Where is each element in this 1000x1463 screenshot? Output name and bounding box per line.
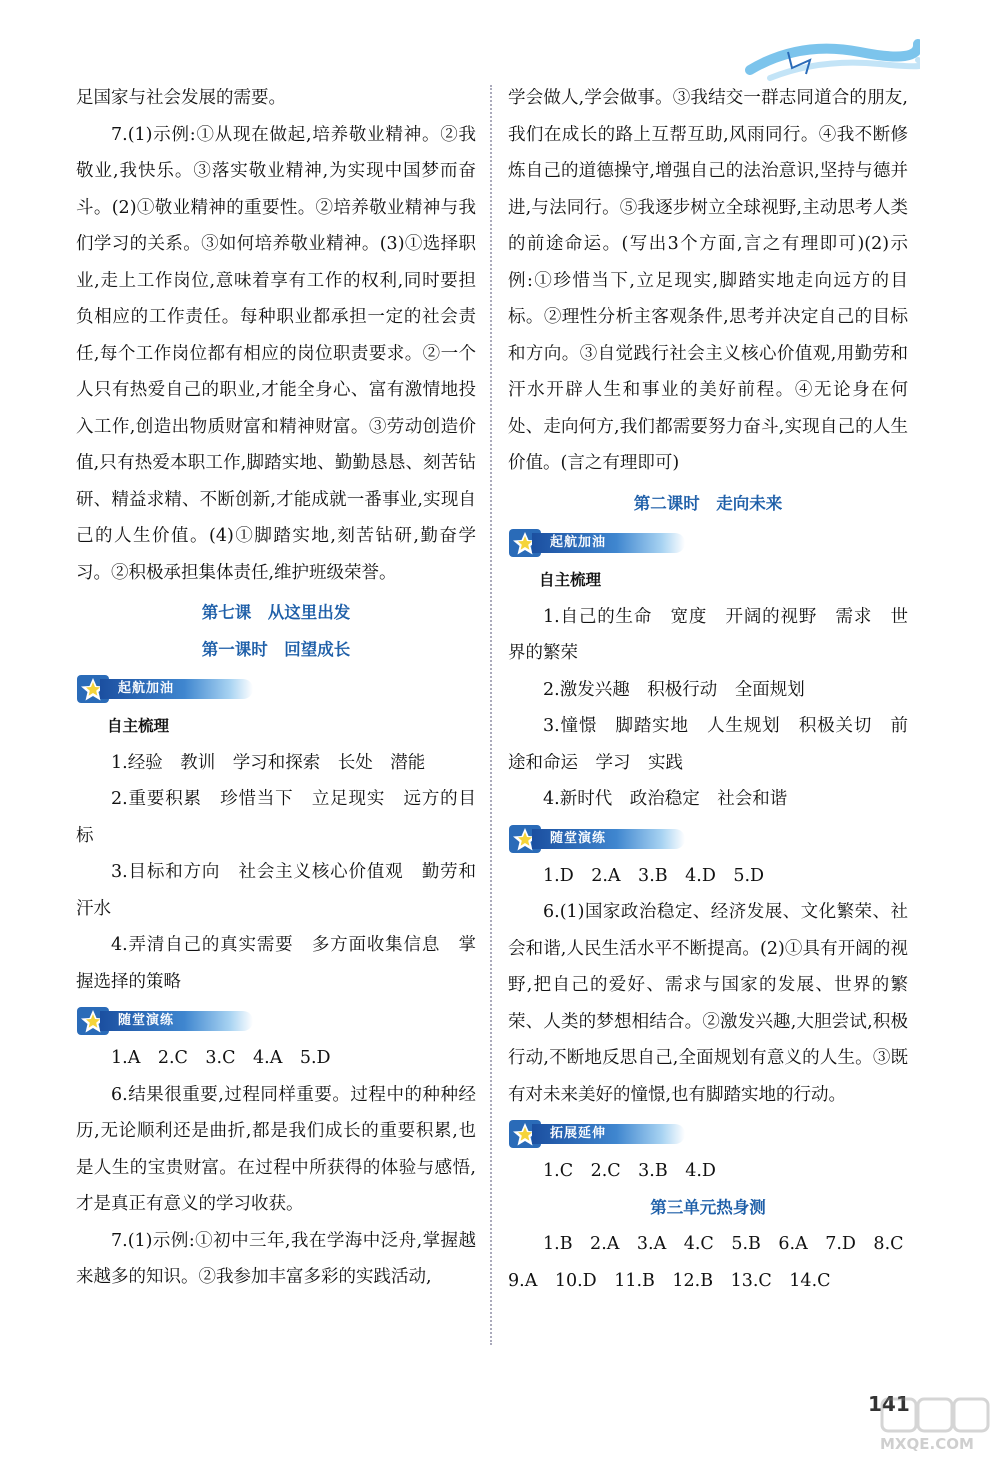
banner-label: 起航加油 bbox=[100, 679, 253, 699]
right-column bbox=[508, 80, 908, 1299]
answer-list: 1.B 2.A 3.A 4.C 5.B 6.A 7.D 8.C bbox=[543, 1234, 904, 1254]
banner-label: 随堂演练 bbox=[532, 829, 685, 849]
list-item: 3.目标和方向 社会主义核心价值观 勤劳和汗水 bbox=[76, 862, 476, 919]
answer-7: 7.(1)示例:①从现在做起,培养敬业精神。②我敬业,我快乐。③落实敬业精神,为实现中国梦而奋斗。(2)①敬业精神的重要性。②培养敬业精神与我们学习的关系。③如何培养敬业精神。(3)①选择职业,走上工作岗位,意味着享有工作的权利,同时要担负相应的工作责任。每种职业都承担一定的社会责任,每个工作岗位都有相应的岗位职责要求。②一个人只有热爱自己的职业,才能全身心、富有激情地投入工作,创造出物质财富和精神财富。③劳动创造价值,只有热爱本职工作,脚踏实地、勤勤恳恳、刻苦钻研、精益求精、不断创新,才能成就一番事业,实现自己的人生价值。(4)①脚踏实地,刻苦钻研,勤奋学习。②积极承担集体责任,维护班级荣誉。 bbox=[76, 124, 476, 583]
answer-list: 1.A 2.C 3.C 4.A 5.D bbox=[111, 1048, 331, 1068]
answer-list: 1.D 2.A 3.B 4.D 5.D bbox=[543, 865, 765, 886]
list-item: 1.自己的生命 宽度 开阔的视野 需求 世界的繁荣 bbox=[508, 606, 908, 663]
banner-suitang bbox=[508, 824, 693, 854]
banner-qihang bbox=[508, 528, 693, 558]
answer-7: 7.(1)示例:①初中三年,我在学海中泛舟,掌握越来越多的知识。②我参加丰富多彩的实践活动, bbox=[76, 1230, 476, 1287]
list-item: 3.憧憬 脚踏实地 人生规划 积极关切 前途和命运 学习 实践 bbox=[508, 716, 908, 773]
paragraph: 足国家与社会发展的需要。 bbox=[76, 88, 286, 108]
watermark-logo-icon bbox=[880, 1395, 990, 1435]
lesson-title: 第七课 从这里出发 bbox=[201, 603, 351, 622]
answer-list: 9.A 10.D 11.B 12.B 13.C 14.C bbox=[508, 1270, 831, 1291]
list-item: 1.经验 教训 学习和探索 长处 潜能 bbox=[111, 752, 426, 773]
watermark-text: MXQE.COM bbox=[880, 1435, 974, 1453]
banner-label: 拓展延伸 bbox=[532, 1124, 685, 1144]
banner-qihang bbox=[76, 674, 261, 704]
paragraph: 学会做人,学会做事。③我结交一群志同道合的朋友,我们在成长的路上互帮互助,风雨同行。④我不断修炼自己的道德操守,增强自己的法治意识,坚持与德并进,与法同行。⑤我逐步树立全球视野,主动思考人类的前途命运。(写出3个方面,言之有理即可)(2)示例:①珍惜当下,立足现实,脚踏实地走向远方的目标。②理性分析主客观条件,思考并决定自己的目标和方向。③自觉践行社会主义核心价值观,用勤劳和汗水开辟人生和事业的美好前程。④无论身在何处、走向何方,我们都需要努力奋斗,实现自己的人生价值。(言之有理即可) bbox=[508, 88, 908, 473]
left-column bbox=[76, 80, 476, 1296]
banner-label: 起航加油 bbox=[532, 533, 685, 553]
answer-6: 6.(1)国家政治稳定、经济发展、文化繁荣、社会和谐,人民生活水平不断提高。(2)①具有开阔的视野,把自己的爱好、需求与国家的发展、世界的繁荣、人类的梦想相结合。②激发兴趣,大胆尝试,积极行动,不断地反思自己,全面规划有意义的人生。③既有对未来美好的憧憬,也有脚踏实地的行动。 bbox=[508, 902, 908, 1105]
list-item: 2.重要积累 珍惜当下 立足现实 远方的目标 bbox=[76, 789, 476, 846]
subheading: 自主梳理 bbox=[539, 571, 602, 589]
banner-suitang bbox=[76, 1006, 261, 1036]
page-number: 141 bbox=[868, 1392, 910, 1416]
watermark bbox=[880, 1395, 990, 1457]
answer-6: 6.结果很重要,过程同样重要。过程中的种种经历,无论顺利还是曲折,都是我们成长的重要积累,也是人生的宝贵财富。在过程中所获得的体验与感悟,才是真正有意义的学习收获。 bbox=[76, 1084, 476, 1214]
column-divider bbox=[490, 85, 492, 1345]
banner-tuozhan bbox=[508, 1119, 693, 1149]
section-title: 第二课时 走向未来 bbox=[633, 493, 783, 513]
answer-list: 1.C 2.C 3.B 4.D bbox=[543, 1161, 716, 1181]
subheading: 自主梳理 bbox=[107, 717, 170, 735]
unit-title: 第三单元热身测 bbox=[650, 1197, 766, 1217]
banner-label: 随堂演练 bbox=[100, 1011, 253, 1031]
list-item: 2.激发兴趣 积极行动 全面规划 bbox=[543, 679, 805, 700]
list-item: 4.新时代 政治稳定 社会和谐 bbox=[543, 789, 788, 809]
section-title: 第一课时 回望成长 bbox=[201, 639, 351, 659]
list-item: 4.弄清自己的真实需要 多方面收集信息 掌握选择的策略 bbox=[76, 935, 476, 992]
